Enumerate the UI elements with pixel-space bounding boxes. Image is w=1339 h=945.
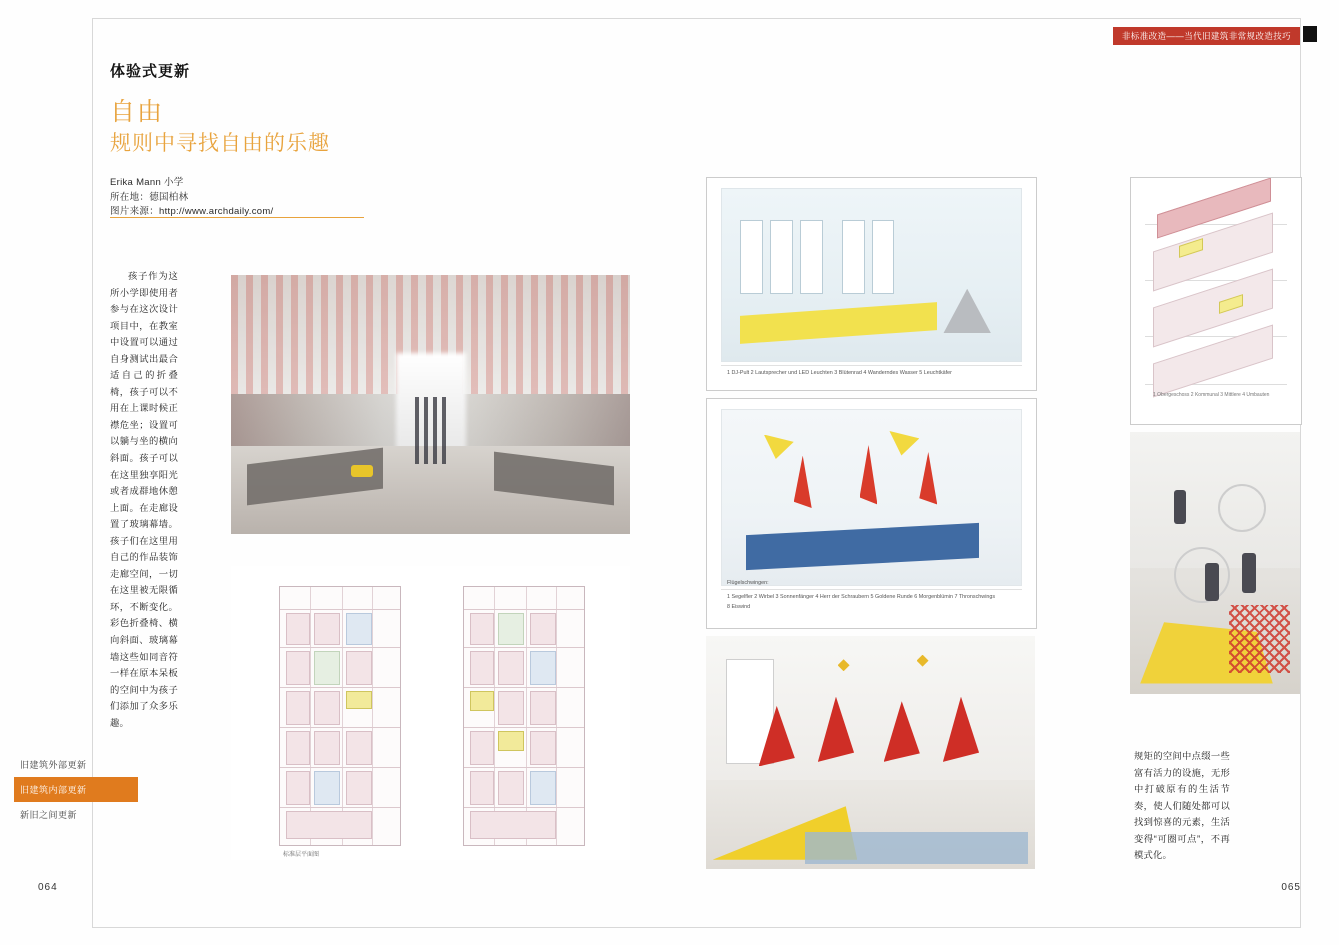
workshop-person-1 [1174, 490, 1186, 524]
body-paragraph: 孩子作为这所小学即使用者参与在这次设计项目中，在教室中设置可以通过自身测试出最合适自己的折叠椅，孩子可以不用在上课时候正襟危坐；设置可以躺与坐的横向斜面。孩子可以在这里独享阳光或者成群地休憩上面。在走廊设置了玻璃幕墙。孩子们在这里用自己的作品装饰走廊空间，一切在这里被无限循环，不断变化。彩色折叠椅、横向斜面、玻璃幕墙这些如同音符一样在原本呆板的空间中为孩子们添加了众多乐趣。 [110, 271, 178, 728]
perspective-legend [721, 580, 1022, 622]
section-caption: 1 Obergeschoss 2 Kommunal 3 Mittlere 4 Umbauten [1153, 392, 1270, 398]
perspective-sail-1 [794, 456, 812, 509]
page-subtitle: 规则中寻找自由的乐趣 [110, 132, 330, 155]
tab-exterior-renewal[interactable]: 旧建筑外部更新 [20, 760, 87, 770]
perspective-blue-floor [746, 523, 979, 570]
axon-yellow-platform [740, 303, 937, 344]
corridor-people [415, 397, 451, 464]
folio-left: 064 [38, 882, 58, 893]
axon-window-2 [770, 220, 793, 294]
perspective-sail-3 [919, 452, 937, 505]
figure-interior-perspective [706, 398, 1037, 629]
corridor-yellow-cushion [351, 465, 373, 477]
spread-frame-bottom [92, 927, 1301, 928]
credit-rule [110, 217, 364, 218]
floor-plan-right [463, 586, 585, 846]
perspective-room [721, 409, 1022, 586]
axon-window-4 [842, 220, 865, 294]
figure-long-section [1130, 177, 1302, 425]
perspective-yellow-2 [889, 431, 919, 456]
perspective-legend-line-1: 1 Segelfler 2 Wirbel 3 Sonnenfänger 4 Herr der Schraubern 5 Goldene Runde 6 Morgenblümin 7 Thronschwings [727, 594, 996, 600]
section-sheet [1139, 188, 1293, 404]
body-text [110, 268, 178, 731]
section-kicker: 体验式更新 [110, 63, 191, 80]
credit-line-1: Erika Mann 小学 [110, 177, 184, 188]
floor-plan-caption-left: 标准层平面图 [283, 852, 320, 858]
page-title: 自由 [110, 98, 165, 126]
perspective-sail-2 [860, 445, 878, 505]
perspective-legend-title: Flügelschwingen: [727, 580, 769, 586]
running-head: 非标准改造——当代旧建筑非常规改造技巧 [1113, 27, 1300, 45]
workshop-red-web [1229, 605, 1290, 673]
project-credits [110, 176, 274, 220]
slide-room-blue-floor [805, 832, 1029, 865]
spread-frame-right [1300, 18, 1301, 927]
credit-line-2: 所在地：德国柏林 [110, 191, 189, 203]
credit-line-3: 图片来源：http://www.archdaily.com/ [110, 206, 274, 218]
figure-floor-plans [231, 566, 630, 860]
tab-between-old-new[interactable]: 新旧之间更新 [20, 810, 78, 820]
tab-interior-renewal[interactable]: 旧建筑内部更新 [14, 777, 138, 802]
perspective-yellow-1 [764, 435, 794, 460]
figure-corridor-photo [231, 275, 630, 534]
workshop-wall [1130, 432, 1300, 568]
figure-slide-room-photo [706, 636, 1035, 869]
axon-grey-cone [943, 289, 991, 334]
running-head-block [1303, 26, 1317, 42]
workshop-hoop-2 [1174, 547, 1230, 603]
figure-axonometric [706, 177, 1037, 391]
floor-plan-left [279, 586, 401, 846]
figure-workshop-photo [1130, 432, 1300, 694]
axon-window-3 [800, 220, 823, 294]
workshop-person-2 [1205, 563, 1219, 601]
axon-room [721, 188, 1022, 362]
section-tabs[interactable] [14, 752, 138, 827]
axon-legend-text: 1 DJ-Pult 2 Lautsprecher und LED Leuchten 3 Blütenrad 4 Wanderndes Wasser 5 Leuchtkäfer [727, 370, 952, 376]
folio-right: 065 [1281, 882, 1301, 893]
spread-frame-top [92, 18, 1301, 19]
right-page-note: 规矩的空间中点缀一些富有活力的设施，无形中打破原有的生活节奏，使人们随处都可以找到惊喜的元素，生活变得“可圈可点”，不再模式化。 [1134, 751, 1230, 861]
axon-window-1 [740, 220, 763, 294]
workshop-person-3 [1242, 553, 1256, 593]
axon-window-5 [872, 220, 895, 294]
perspective-legend-line-2: 8 Eiswind [727, 604, 751, 610]
axon-legend [721, 365, 1022, 384]
